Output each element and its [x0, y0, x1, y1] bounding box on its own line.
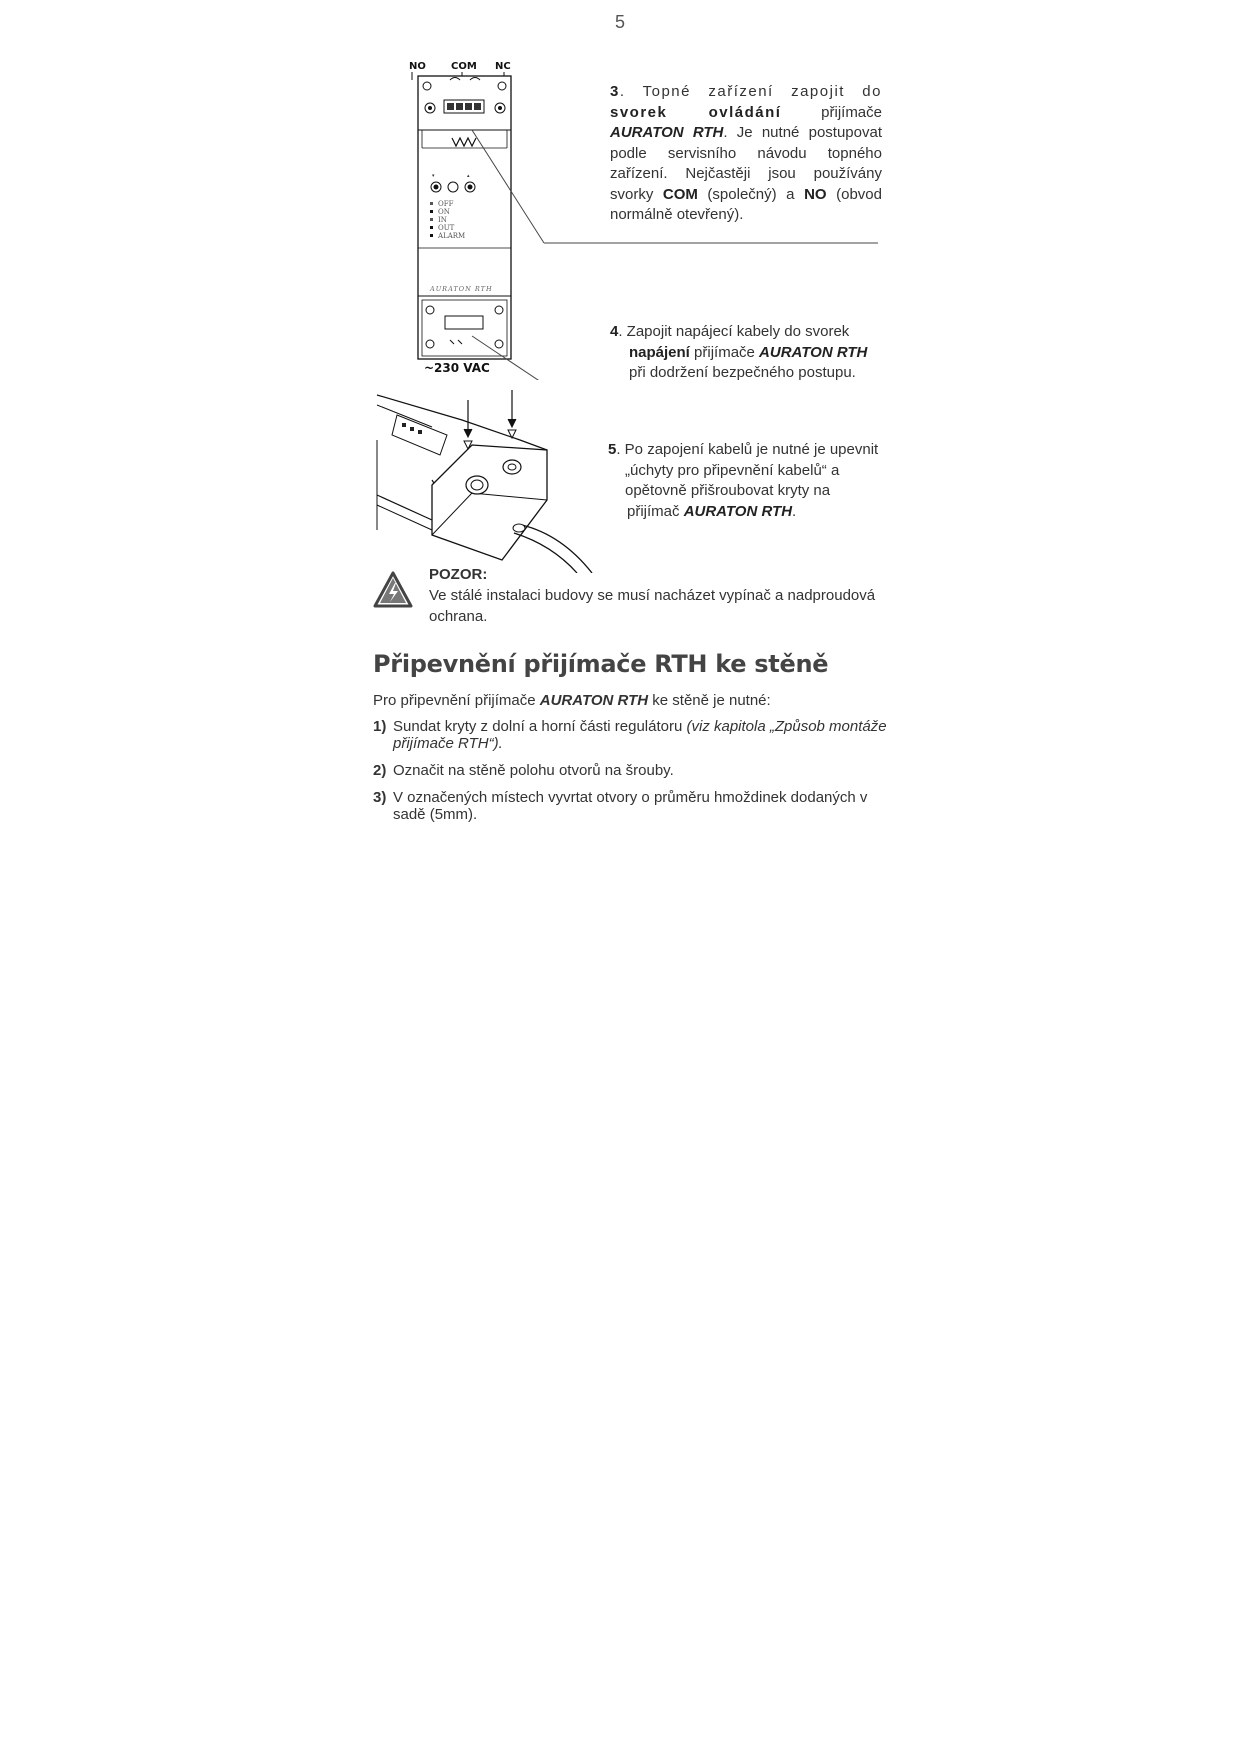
led-label-off: OFF	[438, 200, 454, 208]
list-item-number: 3)	[373, 789, 387, 806]
step-5-text-4: přijímač	[627, 502, 684, 520]
step-5-product: AURATON RTH	[683, 502, 793, 520]
step-5-text: . Po zapojení kabelů je nutné je upevnit	[616, 441, 879, 458]
section-intro	[373, 692, 771, 709]
power-label: ~230 VAC	[424, 361, 490, 375]
step-3-bold-terminals: svorek ovládání	[610, 103, 782, 121]
step-5-number: 5	[608, 441, 617, 458]
step-4-text: . Zapojit napájecí kabely do svorek	[618, 323, 850, 340]
list-item	[373, 762, 893, 779]
step-4-bold-power: napájení	[629, 343, 690, 361]
led-label-out: OUT	[438, 224, 455, 232]
step-4-text-2: přijímače	[689, 343, 760, 361]
step-3-number: 3	[610, 83, 620, 100]
step-5-text-3: opětovně přišroubovat kryty na	[625, 482, 831, 499]
device-label: AURATON RTH	[430, 285, 493, 293]
instruction-list	[373, 718, 893, 833]
led-label-alarm: ALARM	[438, 232, 466, 240]
page-number: 5	[614, 12, 625, 32]
terminal-label-no: NO	[409, 61, 426, 72]
section-intro-text-2: ke stěně je nutné:	[648, 692, 771, 709]
step-5-text-2: „úchyty pro připevnění kabelů“ a	[625, 461, 840, 479]
step-4	[610, 322, 880, 384]
step-3-text-5: (obvod normálně otevřený).	[610, 185, 882, 223]
svg-text:▴: ▴	[467, 173, 470, 179]
warning-title: POZOR:	[429, 566, 488, 583]
list-item-number: 2)	[373, 762, 387, 779]
step-5-text-5: .	[792, 502, 797, 520]
step-3-text: . Topné zařízení zapojit do	[619, 83, 882, 100]
list-item	[373, 789, 893, 823]
list-item-italic: (viz kapitola „Způsob montáže přijímače RTH“).	[393, 718, 887, 752]
step-3-product: AURATON RTH	[610, 124, 724, 141]
list-item-text: Označit na stěně polohu otvorů na šrouby.	[393, 762, 674, 779]
step-3-no: NO	[804, 185, 827, 203]
step-4-number: 4	[610, 323, 619, 340]
list-item-text: V označených místech vyvrtat otvory o průměru hmoždinek dodaných v sadě (5mm).	[393, 789, 868, 823]
step-4-product: AURATON RTH	[759, 343, 868, 361]
step-3	[610, 82, 882, 226]
terminal-label-com: COM	[451, 61, 477, 72]
led-label-in: IN	[438, 216, 447, 224]
step-3-text-4: (společný) a	[697, 185, 805, 203]
step-3-text-3: . Je nutné postupovat podle servisního návodu topného zařízení. Nejčastěji jsou používány svorky	[610, 124, 882, 203]
warning-triangle-icon	[372, 570, 414, 610]
svg-text:▾: ▾	[432, 173, 435, 179]
list-item	[373, 718, 893, 752]
step-4-text-3: při dodržení bezpečného postupu.	[629, 364, 856, 381]
terminal-label-nc: NC	[495, 61, 511, 72]
led-label-on: ON	[438, 208, 450, 216]
step-5	[608, 440, 888, 522]
list-item-number: 1)	[373, 718, 387, 735]
warning-text: Ve stálé instalaci budovy se musí nacházet vypínač a nadproudová ochrana.	[429, 587, 876, 625]
section-intro-text: Pro připevnění přijímače	[373, 692, 540, 709]
step-3-com: COM	[662, 185, 698, 203]
section-intro-product: AURATON RTH	[539, 692, 649, 709]
section-title: Připevnění přijímače RTH ke stěně	[373, 650, 829, 678]
step-3-text-2: přijímače	[781, 103, 882, 121]
cable-fixing-diagram	[372, 385, 612, 573]
list-item-text: Sundat kryty z dolní a horní části regulátoru	[393, 718, 687, 735]
